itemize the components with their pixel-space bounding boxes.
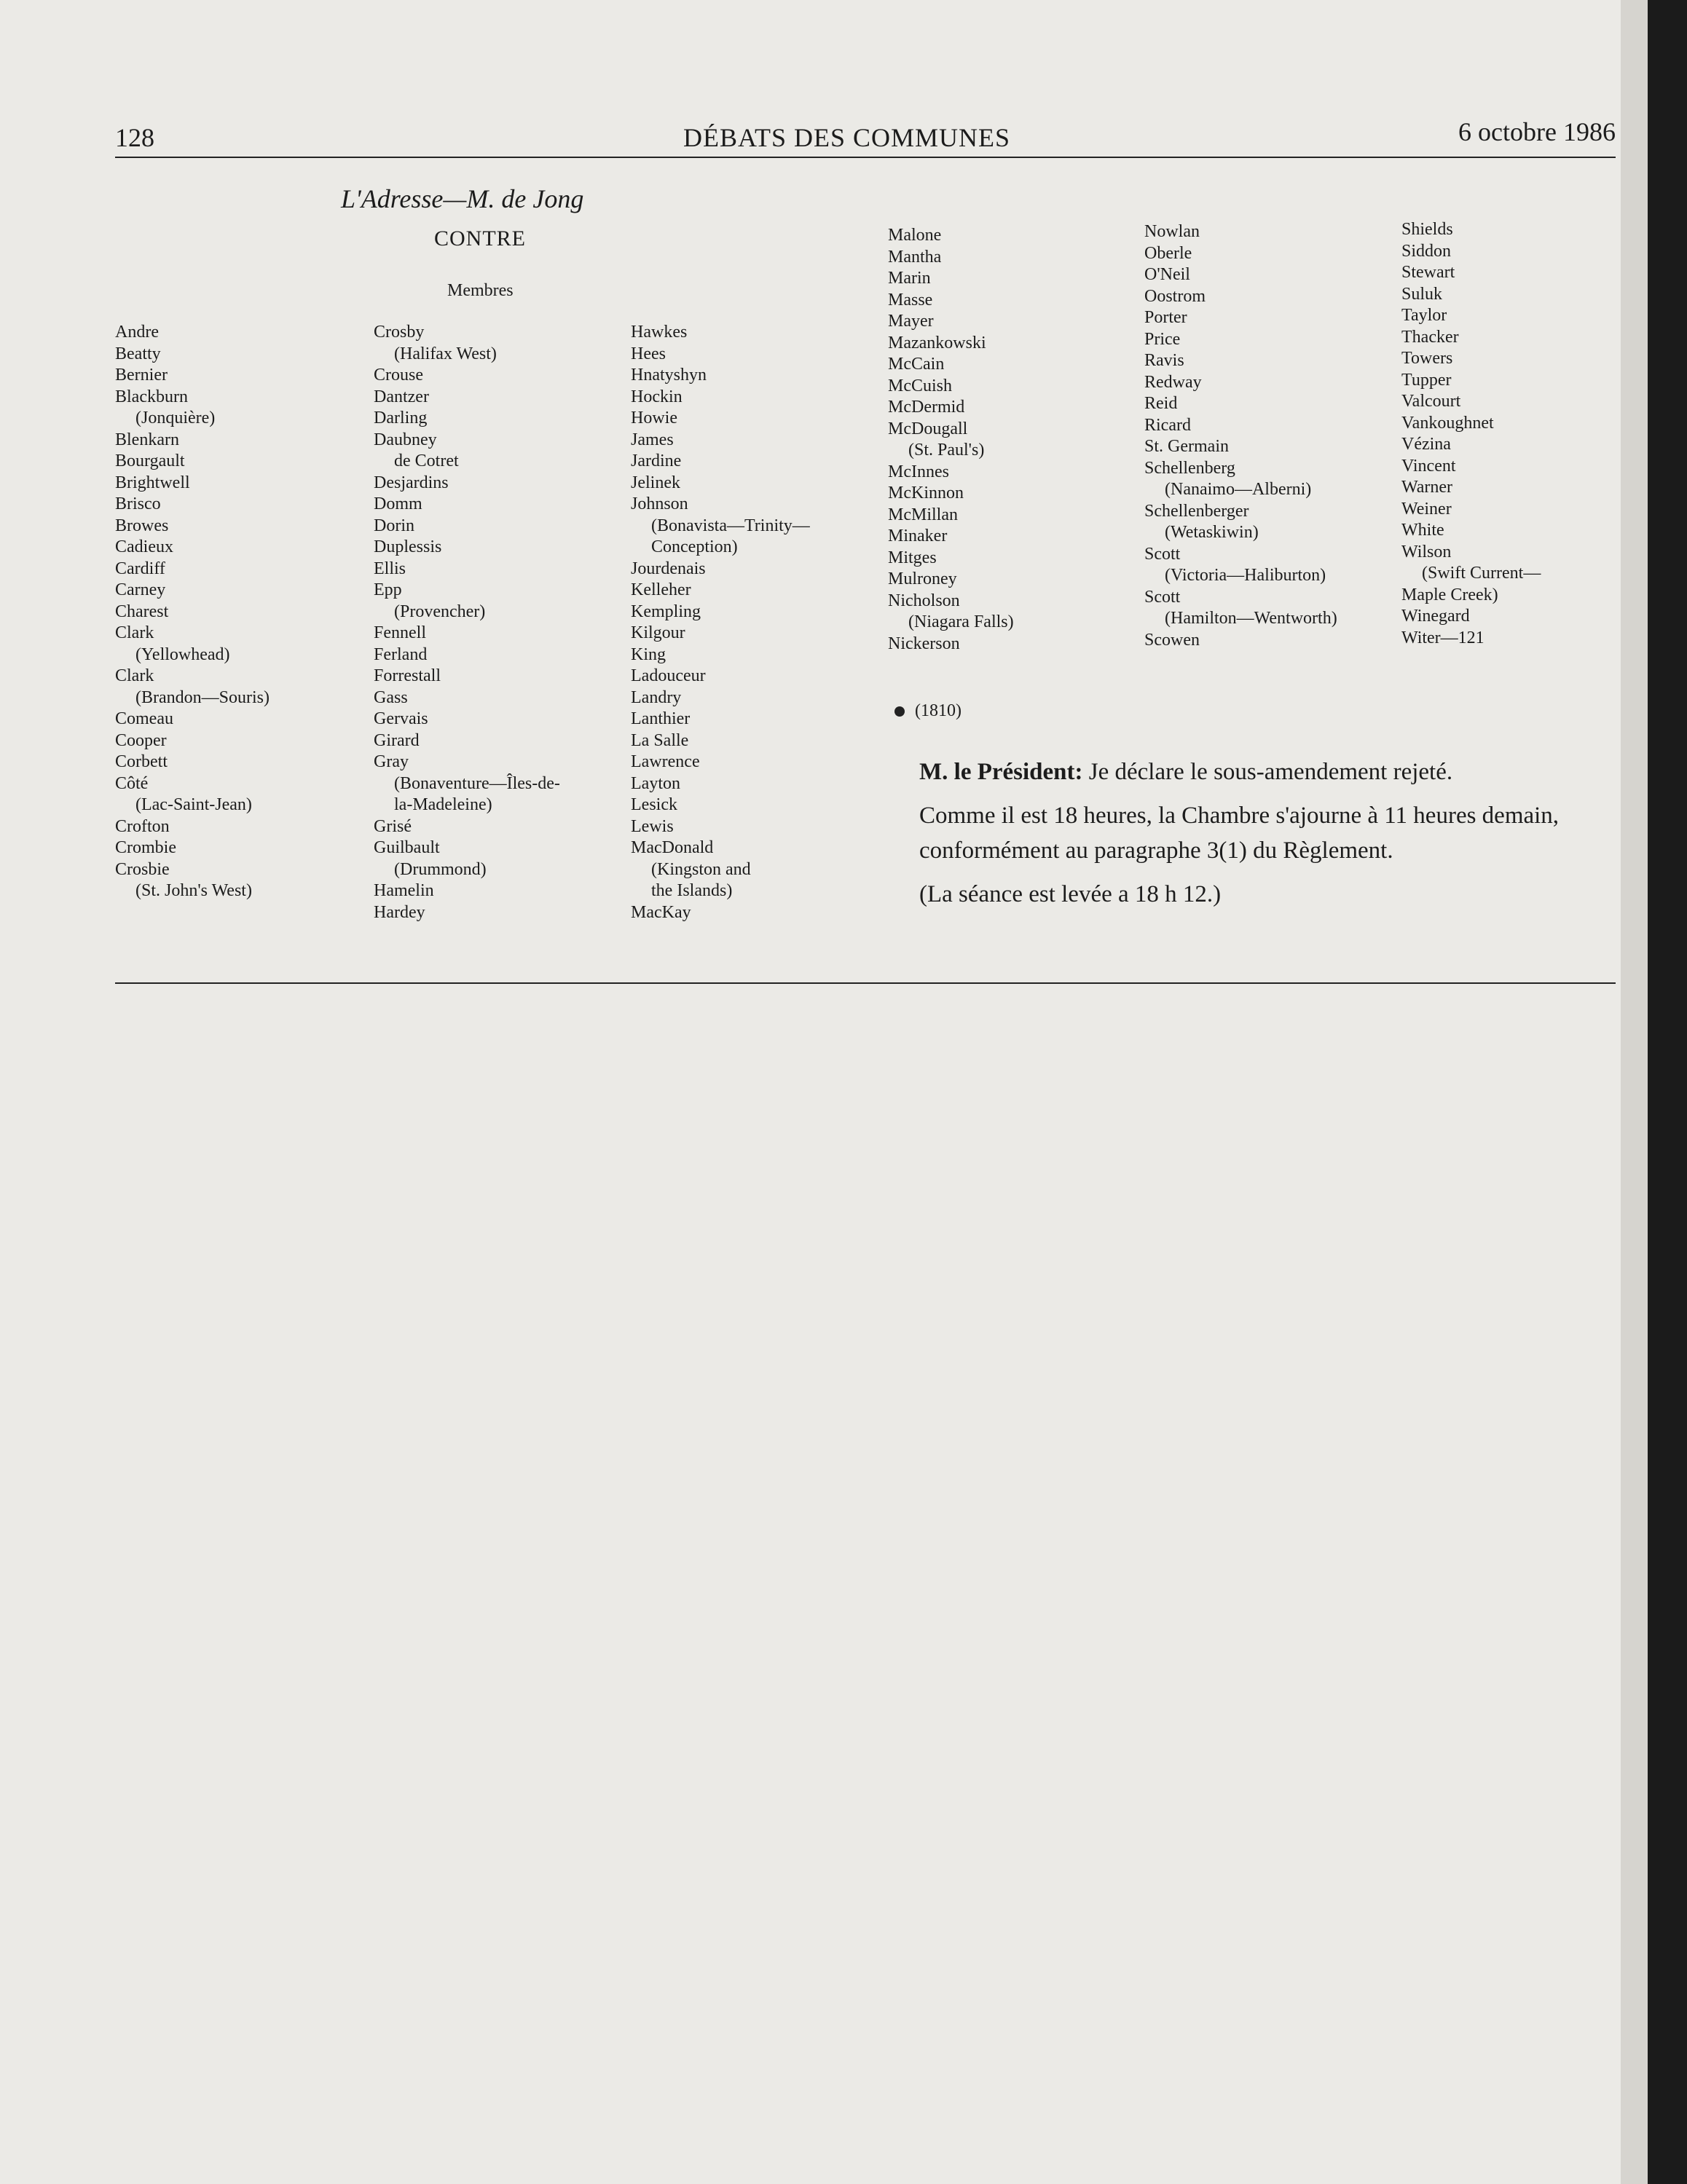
member-name: Schellenberg [1144,458,1235,478]
vote-heading: CONTRE [434,226,526,251]
riding-name: (St. John's West) [135,881,252,900]
member-name: Tupper [1401,370,1452,390]
member-name: Clark [115,623,154,642]
member-name: Redway [1144,372,1202,392]
member-name: Conception) [651,537,738,556]
riding-name: (Provencher) [394,602,486,621]
member-name: Carney [115,580,166,599]
member-name: Vankoughnet [1401,413,1494,433]
riding-name: (Niagara Falls) [908,612,1014,631]
member-name: Comeau [115,709,173,728]
member-name: Dorin [374,516,414,535]
member-name: Price [1144,329,1181,349]
member-name: Malone [888,226,942,245]
page-header [115,117,1616,159]
member-name: Johnson [631,494,688,513]
riding-name: (Bonavista—Trinity— [651,516,810,535]
member-name: Bernier [115,366,168,385]
member-name: Minaker [888,527,948,545]
member-name: Charest [115,602,169,621]
time-marker-text: (1810) [915,701,962,720]
member-name: Gass [374,687,408,707]
member-name: Desjardins [374,473,449,492]
member-name: Howie [631,409,677,427]
member-name: Darling [374,409,428,427]
member-name: McCain [888,355,945,374]
member-name: King [631,644,666,664]
page-number: 128 [115,123,154,152]
member-name: Epp [374,580,402,599]
member-name: Crosby [374,323,425,342]
riding-name: (Lac-Saint-Jean) [135,795,252,814]
speaker-statement: Je déclare le sous-amendement rejeté. [1088,759,1453,785]
binding-shadow [1648,0,1687,2184]
member-name: Forrestall [374,666,441,685]
member-name: Guilbault [374,838,440,857]
member-name: Shields [1401,220,1453,239]
member-name: Witer—121 [1401,628,1485,647]
bullet-icon [894,706,905,717]
member-name: Ellis [374,559,406,578]
member-name: Duplessis [374,537,442,556]
member-name: Dantzer [374,387,429,406]
riding-name: de Cotret [394,452,459,470]
member-name: Ravis [1144,351,1184,370]
publication-date: 6 octobre 1986 [1458,117,1616,146]
member-name: Nicholson [888,591,960,610]
riding-name: (Brandon—Souris) [135,687,270,707]
member-column-3 [631,322,810,923]
member-name: Jardine [631,452,682,470]
member-name: Andre [115,323,159,342]
member-name: Mitges [888,548,937,567]
time-marker [894,701,962,721]
member-name: McInnes [888,462,949,481]
member-name: MacDonald [631,838,714,857]
riding-name: (Hamilton—Wentworth) [1165,609,1337,628]
member-name: La Salle [631,730,689,750]
riding-name: the Islands) [651,881,733,900]
member-name: Weiner [1401,499,1452,519]
member-name: O'Neil [1144,265,1190,284]
section-end-rule [115,982,1616,984]
riding-name: (Bonaventure—Îles-de- [394,773,560,793]
speaker-paragraph [919,754,1608,789]
member-name: Domm [374,494,422,513]
member-name: Hamelin [374,881,434,900]
member-name: McKinnon [888,484,964,502]
member-name: Valcourt [1401,392,1461,411]
member-name: Porter [1144,308,1187,327]
member-name: Mantha [888,247,942,267]
member-name: Crofton [115,816,170,836]
member-column-1 [115,322,270,902]
member-name: Blenkarn [115,430,179,449]
vote-subheading: Membres [447,281,514,300]
header-rule [115,157,1616,158]
riding-name: la-Madeleine) [394,795,492,814]
riding-name: (Swift Current— [1422,564,1541,583]
member-column-2 [374,322,560,923]
member-name: Cadieux [115,537,173,556]
page-edge [1621,0,1648,2184]
member-name: McCuish [888,376,953,395]
member-name: Ferland [374,644,428,664]
member-name: Oberle [1144,243,1192,263]
member-name: McDermid [888,398,965,417]
member-name: St. Germain [1144,437,1229,456]
member-name: Mulroney [888,569,957,588]
member-name: Lewis [631,816,674,836]
member-name: Crombie [115,838,176,857]
member-name: Kempling [631,602,701,621]
member-name: Lesick [631,795,677,814]
member-name: Jourdenais [631,559,706,578]
member-column-5 [1144,221,1337,651]
member-name: Landry [631,687,682,707]
member-name: Corbett [115,752,168,771]
member-name: Hardey [374,902,425,922]
member-name: Oostrom [1144,286,1206,306]
member-column-6 [1401,219,1541,649]
member-name: Crosbie [115,859,170,879]
member-name: Hnatyshyn [631,366,707,385]
member-name: MacKay [631,902,691,922]
riding-name: (St. Paul's) [908,441,985,460]
member-name: Layton [631,773,680,793]
riding-name: (Drummond) [394,859,487,879]
member-name: Towers [1401,349,1453,368]
riding-name: (Wetaskiwin) [1165,523,1259,542]
member-name: Hees [631,344,666,363]
member-name: White [1401,521,1444,540]
member-name: Stewart [1401,263,1455,282]
member-name: Mazankowski [888,333,986,352]
member-name: Suluk [1401,284,1443,304]
member-name: Winegard [1401,607,1470,626]
member-name: Siddon [1401,241,1452,261]
section-subtitle: L'Adresse—M. de Jong [341,184,584,213]
member-name: Bourgault [115,452,185,470]
member-column-4 [888,225,1014,655]
member-name: Nowlan [1144,222,1200,241]
member-name: Clark [115,666,154,685]
adjourn-paragraph: Comme il est 18 heures, la Chambre s'ajourne à 11 heures demain, conformément au paragraphe 3(1) du Règlement. [919,803,1560,864]
member-name: Kilgour [631,623,685,642]
member-name: Warner [1401,478,1453,497]
member-name: Hawkes [631,323,688,342]
riding-name: (Victoria—Haliburton) [1165,566,1326,585]
member-name: Kelleher [631,580,691,599]
member-name: Scott [1144,587,1181,607]
member-name: Girard [374,730,420,750]
member-name: Vincent [1401,456,1456,476]
member-name: Mayer [888,312,934,331]
member-name: James [631,430,674,449]
end-paragraph: (La séance est levée a 18 h 12.) [919,881,1222,907]
riding-name: (Kingston and [651,859,751,879]
member-name: Masse [888,290,933,310]
closing-text [919,754,1608,920]
riding-name: (Halifax West) [394,344,497,363]
member-name: Beatty [115,344,161,363]
member-name: Lanthier [631,709,691,728]
member-name: Cardiff [115,559,165,578]
speaker-name: M. le Président: [919,759,1083,785]
member-name: Blackburn [115,387,188,406]
member-name: Wilson [1401,542,1452,561]
member-name: Ladouceur [631,666,706,685]
member-name: Crouse [374,366,423,385]
member-name: Nickerson [888,634,960,653]
member-name: Scott [1144,544,1181,564]
member-name: McMillan [888,505,958,524]
member-name: Gervais [374,709,428,728]
member-name: Ricard [1144,415,1191,435]
member-name: Grisé [374,816,412,836]
member-name: Vézina [1401,435,1451,454]
member-name: Gray [374,752,409,771]
member-name: Marin [888,269,931,288]
member-name: Thacker [1401,327,1459,347]
member-name: Fennell [374,623,426,642]
member-name: Scowen [1144,630,1200,650]
member-name: McDougall [888,419,968,438]
member-name: Cooper [115,730,167,750]
member-name: Browes [115,516,169,535]
riding-name: (Nanaimo—Alberni) [1165,480,1312,499]
riding-name: (Yellowhead) [135,644,230,664]
riding-name: (Jonquière) [135,409,216,427]
member-name: Hockin [631,387,683,406]
member-name: Daubney [374,430,437,449]
member-name: Schellenberger [1144,501,1249,521]
member-name: Maple Creek) [1401,585,1498,604]
member-name: Jelinek [631,473,680,492]
member-name: Taylor [1401,306,1447,325]
member-name: Brisco [115,494,161,513]
member-name: Côté [115,773,149,793]
member-name: Lawrence [631,752,700,771]
member-name: Brightwell [115,473,190,492]
member-name: Reid [1144,394,1178,413]
publication-title: DÉBATS DES COMMUNES [683,123,1011,152]
